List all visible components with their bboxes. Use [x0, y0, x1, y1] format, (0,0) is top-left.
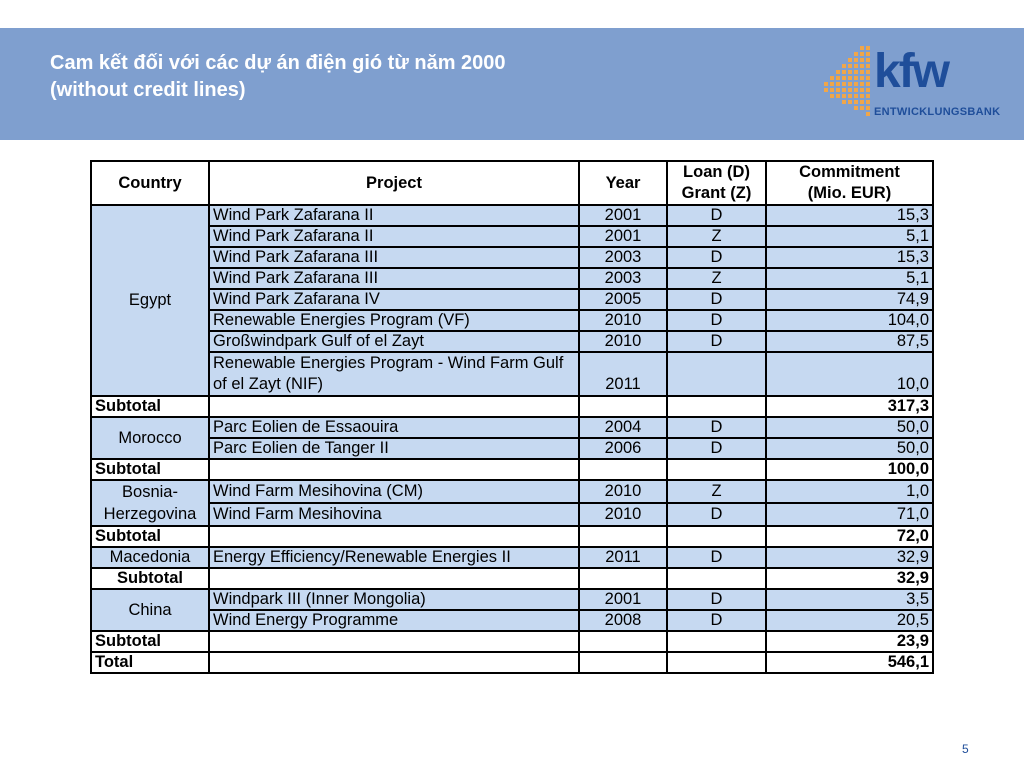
kfw-logo	[822, 44, 1002, 130]
project-cell: Großwindpark Gulf of el Zayt	[209, 331, 579, 352]
subtotal-label: Subtotal	[91, 459, 209, 480]
year-cell: 2003	[579, 268, 667, 289]
total-row	[91, 652, 933, 673]
amount-cell: 87,5	[766, 331, 933, 352]
total-label: Total	[91, 652, 209, 673]
amount-cell: 32,9	[766, 547, 933, 568]
year-cell: 2011	[579, 547, 667, 568]
type-cell: D	[667, 547, 766, 568]
table-row	[91, 589, 933, 610]
slide-title	[50, 50, 506, 104]
project-cell: Wind Farm Mesihovina	[209, 503, 579, 526]
subtotal-value: 23,9	[766, 631, 933, 652]
subtotal-value: 72,0	[766, 526, 933, 547]
subtotal-label: Subtotal	[91, 568, 209, 589]
table-row	[91, 352, 933, 396]
year-cell: 2001	[579, 589, 667, 610]
year-cell: 2006	[579, 438, 667, 459]
table-row	[91, 417, 933, 438]
type-cell: D	[667, 289, 766, 310]
subtotal-value: 100,0	[766, 459, 933, 480]
type-cell: D	[667, 310, 766, 331]
type-cell: D	[667, 438, 766, 459]
title-line-2: (without credit lines)	[50, 79, 246, 101]
type-cell: D	[667, 417, 766, 438]
type-cell	[667, 352, 766, 396]
project-cell: Wind Park Zafarana II	[209, 205, 579, 226]
year-cell: 2010	[579, 331, 667, 352]
country-cell-egypt: Egypt	[91, 205, 209, 396]
table-row	[91, 310, 933, 331]
year-cell: 2010	[579, 480, 667, 503]
subtotal-label: Subtotal	[91, 526, 209, 547]
year-cell: 2001	[579, 205, 667, 226]
subtotal-row	[91, 526, 933, 547]
kfw-logo-dots-icon	[822, 44, 874, 130]
year-cell: 2011	[579, 352, 667, 396]
subtotal-value: 317,3	[766, 396, 933, 417]
type-cell: Z	[667, 226, 766, 247]
commitments-table	[90, 160, 934, 674]
total-value: 546,1	[766, 652, 933, 673]
year-cell: 2010	[579, 503, 667, 526]
table-row	[91, 480, 933, 503]
year-cell: 2008	[579, 610, 667, 631]
amount-cell: 10,0	[766, 352, 933, 396]
amount-cell: 71,0	[766, 503, 933, 526]
type-cell: D	[667, 205, 766, 226]
subtotal-row	[91, 568, 933, 589]
amount-cell: 3,5	[766, 589, 933, 610]
project-cell: Wind Park Zafarana II	[209, 226, 579, 247]
year-cell: 2004	[579, 417, 667, 438]
header-country: Country	[91, 161, 209, 205]
table-row	[91, 547, 933, 568]
subtotal-row	[91, 396, 933, 417]
amount-cell: 74,9	[766, 289, 933, 310]
project-cell: Wind Park Zafarana III	[209, 268, 579, 289]
project-cell: Wind Park Zafarana IV	[209, 289, 579, 310]
project-cell: Wind Energy Programme	[209, 610, 579, 631]
table-row	[91, 289, 933, 310]
project-cell: Parc Eolien de Essaouira	[209, 417, 579, 438]
title-line-1: Cam kết đối với các dự án điện gió từ năm 2000	[50, 52, 506, 74]
page-number: 5	[962, 742, 969, 756]
table-row	[91, 331, 933, 352]
project-cell: Windpark III (Inner Mongolia)	[209, 589, 579, 610]
amount-cell: 50,0	[766, 417, 933, 438]
logo-wordmark: kfw	[874, 45, 949, 98]
table-row	[91, 438, 933, 459]
amount-cell: 104,0	[766, 310, 933, 331]
amount-cell: 20,5	[766, 610, 933, 631]
year-cell: 2010	[579, 310, 667, 331]
header-commitment: Commitment (Mio. EUR)	[766, 161, 933, 205]
table-header-row	[91, 161, 933, 205]
project-cell: Wind Park Zafarana III	[209, 247, 579, 268]
type-cell: D	[667, 331, 766, 352]
subtotal-row	[91, 631, 933, 652]
project-cell: Wind Farm Mesihovina (CM)	[209, 480, 579, 503]
header-year: Year	[579, 161, 667, 205]
subtotal-label: Subtotal	[91, 396, 209, 417]
project-cell: Renewable Energies Program - Wind Farm Gulf of el Zayt (NIF)	[209, 352, 579, 396]
table-row	[91, 268, 933, 289]
type-cell: Z	[667, 480, 766, 503]
table-row	[91, 247, 933, 268]
amount-cell: 15,3	[766, 205, 933, 226]
amount-cell: 1,0	[766, 480, 933, 503]
type-cell: D	[667, 610, 766, 631]
table-row	[91, 610, 933, 631]
amount-cell: 5,1	[766, 226, 933, 247]
type-cell: D	[667, 589, 766, 610]
amount-cell: 5,1	[766, 268, 933, 289]
country-cell-china: China	[91, 589, 209, 631]
amount-cell: 50,0	[766, 438, 933, 459]
year-cell: 2001	[579, 226, 667, 247]
table-row	[91, 205, 933, 226]
logo-subtext: ENTWICKLUNGSBANK	[874, 106, 1001, 118]
project-cell: Energy Efficiency/Renewable Energies II	[209, 547, 579, 568]
type-cell: D	[667, 247, 766, 268]
project-cell: Parc Eolien de Tanger II	[209, 438, 579, 459]
table-row	[91, 226, 933, 247]
country-cell-macedonia: Macedonia	[91, 547, 209, 568]
amount-cell: 15,3	[766, 247, 933, 268]
subtotal-label: Subtotal	[91, 631, 209, 652]
subtotal-row	[91, 459, 933, 480]
subtotal-value: 32,9	[766, 568, 933, 589]
country-cell-bosnia: Bosnia- Herzegovina	[91, 480, 209, 526]
year-cell: 2005	[579, 289, 667, 310]
year-cell: 2003	[579, 247, 667, 268]
type-cell: D	[667, 503, 766, 526]
header-project: Project	[209, 161, 579, 205]
slide-header	[0, 28, 1024, 140]
country-cell-morocco: Morocco	[91, 417, 209, 459]
table-row	[91, 503, 933, 526]
type-cell: Z	[667, 268, 766, 289]
project-cell: Renewable Energies Program (VF)	[209, 310, 579, 331]
header-loan-grant: Loan (D) Grant (Z)	[667, 161, 766, 205]
